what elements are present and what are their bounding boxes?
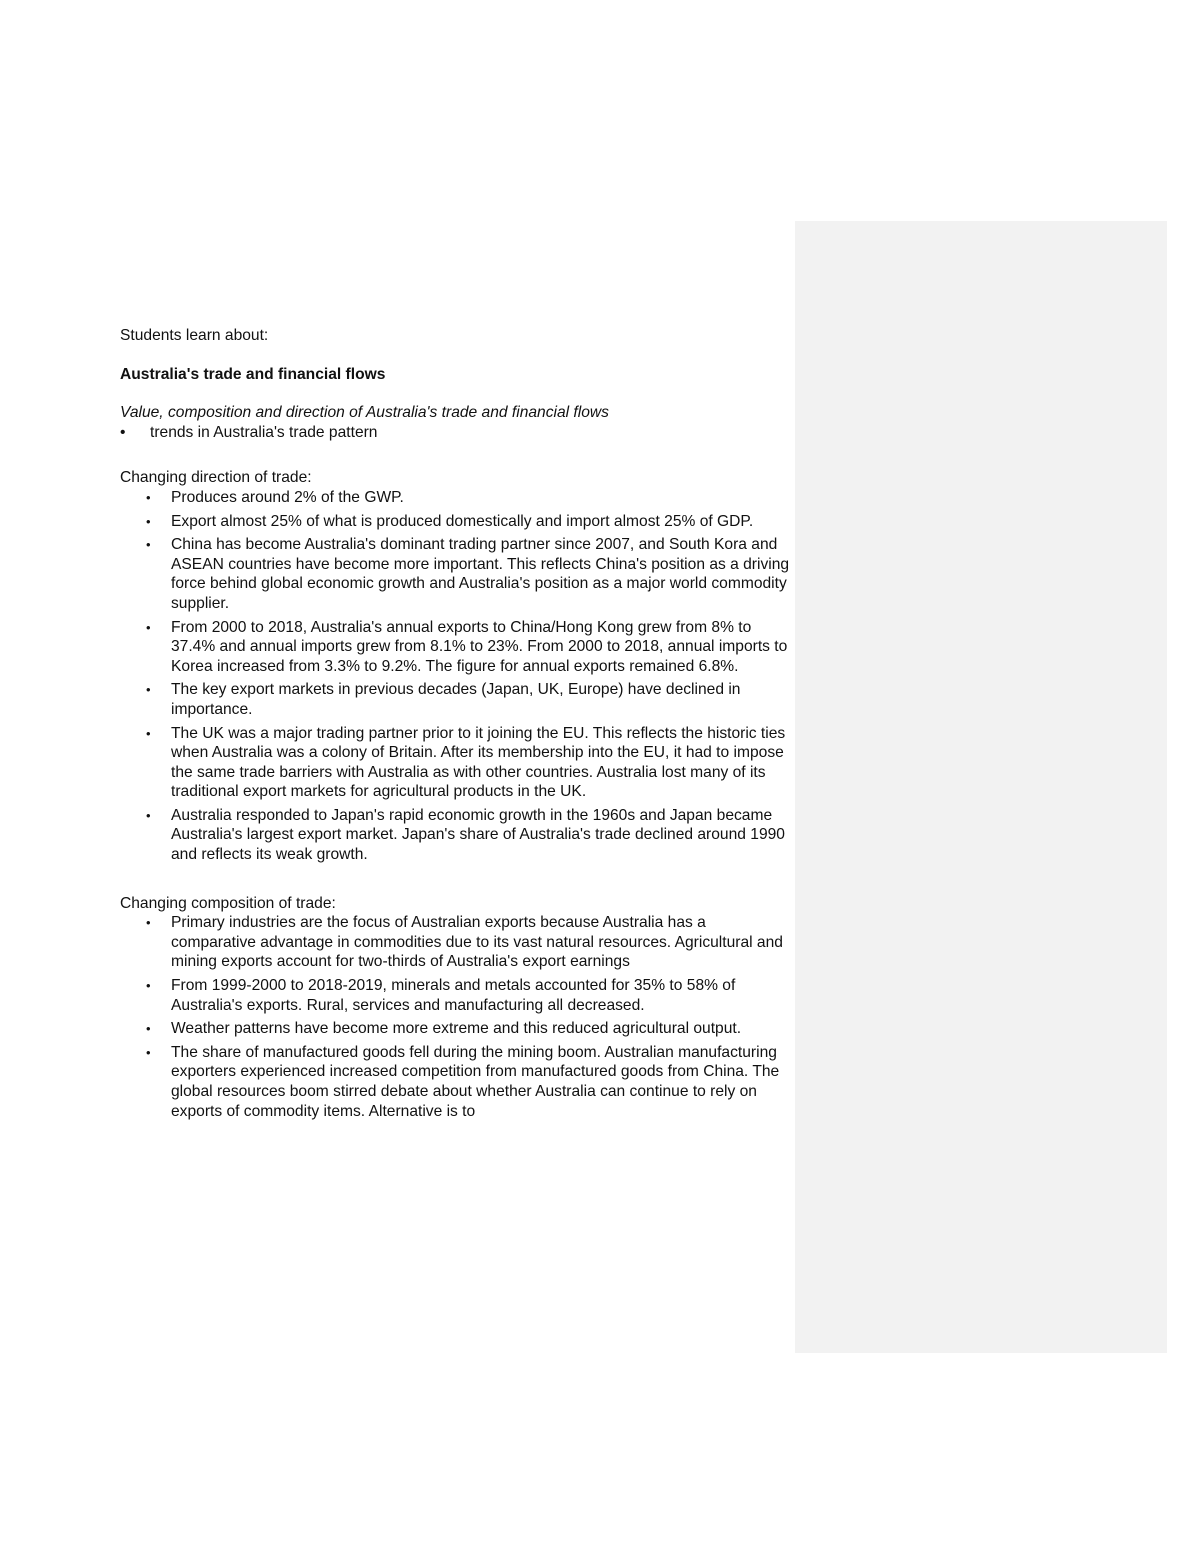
section-spacer xyxy=(120,869,792,894)
bullet-icon: • xyxy=(120,423,126,441)
bullet-icon: • xyxy=(146,725,151,741)
intro-text: Students learn about: xyxy=(120,327,269,344)
list-item: • Primary industries are the focus of Australian exports because Australia has a comparative advantage in commodities due to its vast natural resources. Agricultural and mining exports account for two-thirds of Australia's export earnings xyxy=(146,914,783,971)
list-item: • The key export markets in previous decades (Japan, UK, Europe) have declined in importance. xyxy=(146,681,741,718)
topic-bullet-text: trends in Australia's trade pattern xyxy=(150,423,378,441)
list-item: • Australia responded to Japan's rapid economic growth in the 1960s and Japan became Australia's largest export market. Japan's share of Australia's trade declined around 1990 and reflects its weak growth. xyxy=(146,806,785,864)
list-item: • The UK was a major trading partner prior to it joining the EU. This reflects the historic ties when Australia was a colony of Britain. After its membership into the EU, it had to impose the same trade barriers with Australia as with other countries. Australia lost many of its traditional export markets for agricultural products in the UK. xyxy=(146,724,786,801)
section-label-direction: Changing direction of trade: xyxy=(120,469,312,487)
bullet-icon: • xyxy=(146,915,151,931)
comment-margin-pane xyxy=(795,221,1167,1353)
bullet-icon: • xyxy=(146,682,151,698)
bullet-icon: • xyxy=(146,489,151,505)
list-item: • Export almost 25% of what is produced domestically and import almost 25% of GDP. xyxy=(146,512,754,530)
list-item: • From 1999-2000 to 2018-2019, minerals and metals accounted for 35% to 58% of Australia's exports. Rural, services and manufacturing all decreased. xyxy=(146,977,736,1014)
bullet-icon: • xyxy=(146,619,151,635)
list-item: • The share of manufactured goods fell during the mining boom. Australian manufacturing exporters experienced increased competition from manufactured goods from China. The global resources boom stirred debate about whether Australia can continue to rely on exports of commodity items. Alternative is to xyxy=(146,1043,780,1120)
list-item: • From 2000 to 2018, Australia's annual exports to China/Hong Kong grew from 8% to 37.4% and annual imports grew from 8.1% to 23%. From 2000 to 2018, annual imports to Korea increased from 3.3% to 9.2%. The figure for annual exports remained 6.8%. xyxy=(146,618,788,675)
bullet-icon: • xyxy=(146,513,151,529)
bullet-icon: • xyxy=(146,1021,151,1037)
list-item: • Weather patterns have become more extreme and this reduced agricultural output. xyxy=(146,1020,742,1038)
list-item: • Produces around 2% of the GWP. xyxy=(146,488,404,506)
composition-list xyxy=(120,913,792,1121)
topic-bullet xyxy=(120,423,792,443)
subheading: Value, composition and direction of Australia's trade and financial flows xyxy=(120,404,609,422)
section-heading: Australia's trade and financial flows xyxy=(120,365,386,383)
bullet-icon: • xyxy=(146,1044,151,1060)
bullet-icon: • xyxy=(146,537,151,553)
list-item: • China has become Australia's dominant trading partner since 2007, and South Kora and ASEAN countries have become more important. This reflects China's position as a driving force behind global economic growth and Australia's position as a major world commodity supplier. xyxy=(146,536,790,612)
bullet-icon: • xyxy=(146,807,151,823)
section-label-composition: Changing composition of trade: xyxy=(120,894,336,912)
document-body xyxy=(120,326,792,1125)
direction-list xyxy=(120,488,792,865)
bullet-icon: • xyxy=(146,978,151,994)
